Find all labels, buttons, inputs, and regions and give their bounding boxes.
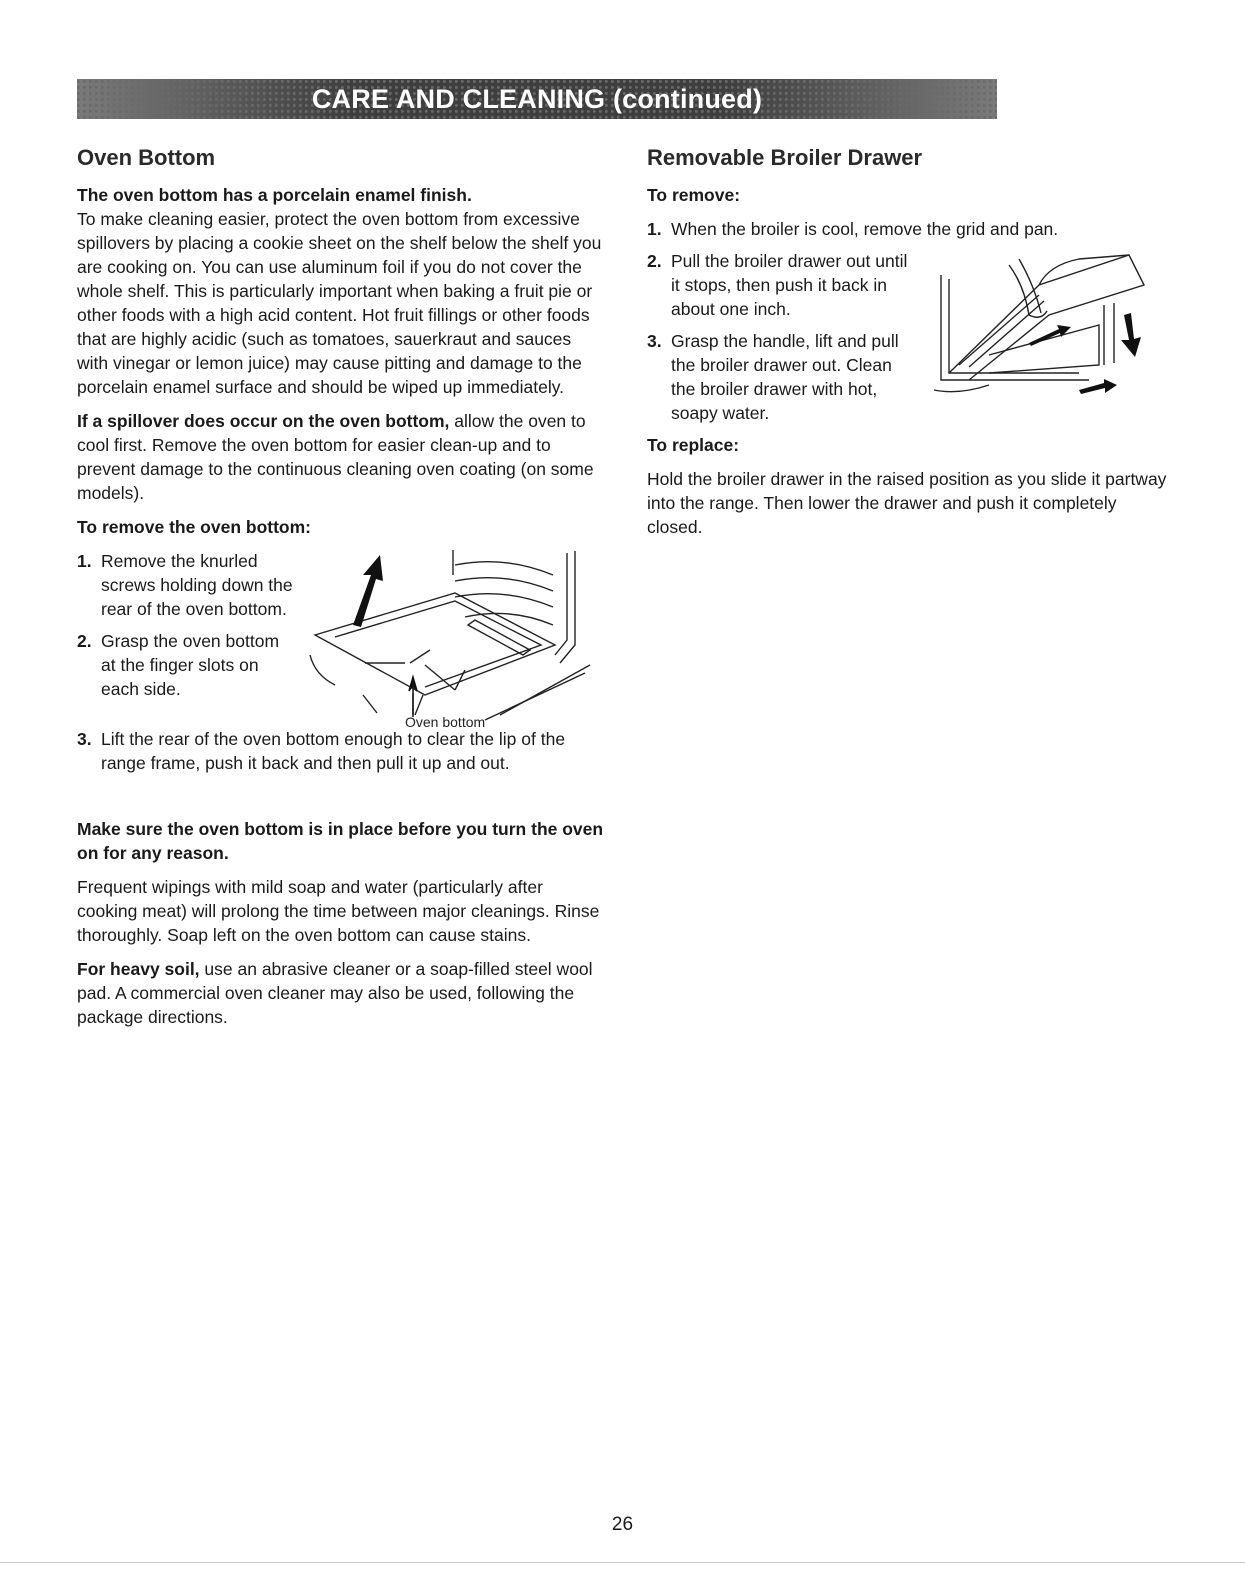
oven-bottom-heading: Oven Bottom: [77, 145, 216, 170]
step-number: 2.: [77, 631, 92, 651]
broiler-step-2: [647, 249, 911, 321]
heavy-soil-paragraph: [77, 957, 607, 1029]
step-text: Pull the broiler drawer out until it stops, then push it back in about one inch.: [671, 251, 908, 319]
oven-bottom-step-2: [77, 629, 291, 701]
step-number: 2.: [647, 251, 662, 271]
oven-bottom-caption: Oven bottom: [405, 714, 486, 730]
step-number: 1.: [647, 219, 662, 239]
step-number: 3.: [647, 331, 662, 351]
spillover-rest-text: allow the oven to cool first. Remove the oven bottom for easier clean-up and to prevent damage to the continuous cleaning oven coating (on some models).: [77, 411, 594, 503]
broiler-steps-with-figure: [647, 249, 1167, 425]
oven-bottom-steps: [77, 549, 607, 811]
porcelain-finish-lead: The oven bottom has a porcelain enamel finish.: [77, 185, 472, 205]
to-remove-label: To remove:: [647, 185, 741, 205]
page-number: 26: [611, 1514, 634, 1535]
broiler-drawer-section: [647, 145, 1167, 549]
oven-bottom-step-1: [77, 549, 301, 621]
heavy-soil-bold-text: For heavy soil,: [77, 959, 200, 979]
replace-paragraph: Hold the broiler drawer in the raised position as you slide it partway into the range. Then lower the drawer and push it completely closed.: [647, 469, 1167, 537]
oven-bottom-drawing: [305, 545, 595, 730]
spillover-paragraph: [77, 409, 607, 505]
oven-bottom-intro-paragraph: To make cleaning easier, protect the oven bottom from excessive spillovers by placing a cookie sheet on the shelf below the shelf you are cooking on. You can use aluminum foil if you do not cover the whole shelf. This is particularly important when baking a fruit pie or other foods with a high acid content. Hot fruit fillings or other foods that are highly acidic (such as tomatoes, sauerkraut and sauces with vinegar or lemon juice) may cause pitting and damage to the porcelain enamel surface and should be wiped up immediately.: [77, 209, 602, 397]
broiler-step-3: [647, 329, 911, 425]
step-text: Remove the knurled screws holding down the rear of the oven bottom.: [101, 551, 293, 619]
to-replace-label: To replace:: [647, 435, 740, 455]
spillover-bold-text: If a spillover does occur on the oven bottom,: [77, 411, 450, 431]
remove-oven-bottom-heading: To remove the oven bottom:: [77, 517, 311, 537]
step-text: Grasp the oven bottom at the finger slots on each side.: [101, 631, 280, 699]
section-banner: [77, 79, 997, 119]
broiler-drawer-heading: Removable Broiler Drawer: [647, 145, 923, 170]
banner-title: CARE AND CLEANING (continued): [311, 83, 763, 114]
oven-bottom-illustration: [305, 545, 595, 730]
bottom-rule: [0, 1562, 1245, 1563]
broiler-drawer-illustration: [929, 245, 1159, 405]
oven-bottom-section: [77, 145, 607, 1039]
place-warning: Make sure the oven bottom is in place before you turn the oven on for any reason.: [77, 819, 604, 863]
step-number: 3.: [77, 729, 92, 749]
wiping-paragraph: Frequent wipings with mild soap and water (particularly after cooking meat) will prolong the time between major cleanings. Rinse thoroughly. Soap left on the oven bottom can cause stains.: [77, 877, 600, 945]
oven-bottom-step-3: [77, 727, 571, 775]
broiler-step-1: [647, 217, 1161, 241]
broiler-drawer-drawing: [929, 245, 1159, 405]
step-text: Lift the rear of the oven bottom enough to clear the lip of the range frame, push it back and then pull it up and out.: [101, 729, 566, 773]
step-text: Grasp the handle, lift and pull the broiler drawer out. Clean the broiler drawer with hot, soapy water.: [671, 331, 899, 423]
step-text: When the broiler is cool, remove the grid and pan.: [671, 219, 1059, 239]
heavy-soil-rest-text: use an abrasive cleaner or a soap-filled steel wool pad. A commercial oven cleaner may also be used, following the package directions.: [77, 959, 593, 1027]
step-number: 1.: [77, 551, 92, 571]
